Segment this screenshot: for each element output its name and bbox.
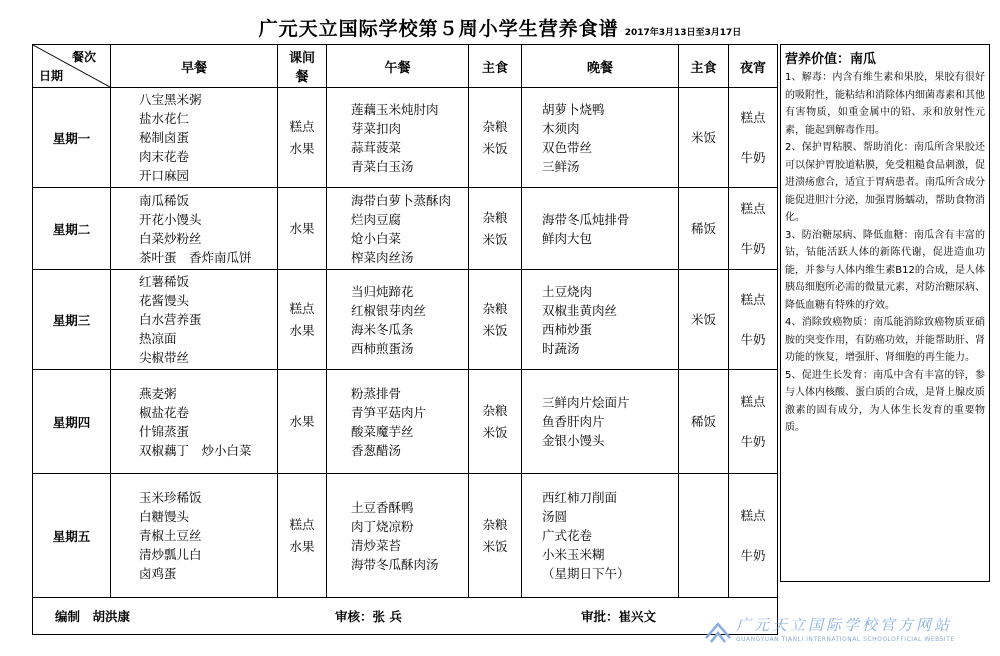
nutrition-title: 营养价值：南瓜 — [785, 52, 877, 67]
menu-item: 芽菜扣肉 — [351, 120, 402, 136]
menu-item: 米饭 — [690, 129, 716, 145]
menu-item: 糕点 — [289, 516, 315, 532]
breakfast-cell — [111, 474, 278, 598]
menu-item: 水果 — [289, 538, 315, 554]
nutrition-paragraph: 5、促进生长发育：南瓜中含有丰富的锌，参与人体内核酸、蛋白质的合成，是肾上腺皮质激素的固有成分，为人体生长发育的重要物质。 — [785, 369, 985, 433]
night-cell — [729, 88, 778, 188]
corner-date-label: 日期 — [39, 69, 64, 83]
staple-cell — [469, 474, 522, 598]
snack-cell — [278, 270, 327, 370]
menu-item: 香葱醋汤 — [351, 442, 402, 458]
menu-item: 鲜肉大包 — [542, 230, 593, 246]
menu-item: 清炒菜苔 — [351, 537, 402, 553]
menu-item: 花酱馒头 — [139, 293, 190, 308]
day-label: 星期三 — [33, 270, 111, 370]
nutrition-paragraph: 2、保护胃粘膜、帮助消化：南瓜所含果胶还可以保护胃胶道粘膜，免受粗糙食品刺激，促进溃疡愈合，适宜于胃病患者。南瓜所含成分能促进胆汁分泌，加强胃肠蠕动，帮助食物消化。 — [785, 142, 985, 223]
menu-item: 青椒土豆丝 — [139, 528, 202, 543]
menu-item: 盐水花仁 — [139, 111, 190, 126]
staple-cell — [469, 188, 522, 270]
menu-item: 热凉面 — [139, 331, 177, 346]
col-dinner: 晚餐 — [522, 45, 679, 88]
menu-item: 糕点 — [740, 200, 766, 216]
menu-item: 土豆烧肉 — [542, 283, 593, 299]
menu-item: 海带冬瓜酥肉汤 — [351, 556, 439, 572]
menu-item: 汤圆 — [542, 509, 568, 524]
menu-item: 牛奶 — [740, 433, 766, 449]
menu-item: 金银小馒头 — [542, 433, 605, 448]
col-staple2: 主食 — [679, 45, 729, 88]
menu-item: 牛奶 — [740, 240, 766, 256]
corner-header — [33, 45, 111, 88]
dinner-cell — [522, 474, 679, 598]
menu-item: 稀饭 — [690, 220, 716, 236]
menu-item: 炝小白菜 — [351, 230, 402, 246]
col-staple: 主食 — [469, 45, 522, 88]
menu-item: 糕点 — [740, 109, 766, 125]
menu-item: 莲藕玉米炖肘肉 — [351, 101, 439, 117]
menu-item: 水果 — [289, 140, 315, 156]
day-label: 星期二 — [33, 188, 111, 270]
nutrition-paragraph: 4、消除致癌物质：南瓜能消除致癌物质亚硝胺的突变作用，有防癌功效，并能帮助肝、肾功能的恢复，增强肝、肾细胞的再生能力。 — [785, 317, 985, 363]
menu-item: 小米玉米糊 — [542, 547, 605, 562]
breakfast-cell — [111, 270, 278, 370]
staple2-cell — [679, 270, 729, 370]
menu-item: 红薯稀饭 — [139, 274, 190, 289]
menu-item: 玉米珍稀饭 — [139, 490, 202, 505]
night-cell — [729, 474, 778, 598]
menu-item: 青菜白玉汤 — [351, 158, 414, 174]
menu-item: 米饭 — [482, 322, 508, 338]
staple2-cell — [679, 188, 729, 270]
dinner-cell — [522, 88, 679, 188]
menu-item: 肉丁烧凉粉 — [351, 518, 414, 534]
col-night: 夜宵 — [729, 45, 778, 88]
menu-item: （星期日下午） — [542, 566, 630, 581]
menu-item: 西柿炒蛋 — [542, 321, 593, 337]
lunch-cell — [327, 188, 469, 270]
breakfast-cell — [111, 188, 278, 270]
menu-item: 米饭 — [482, 231, 508, 247]
watermark-text: 广元天立国际学校官方网站 — [736, 616, 953, 634]
night-cell — [729, 370, 778, 474]
breakfast-cell — [111, 88, 278, 188]
menu-item: 米饭 — [482, 538, 508, 554]
dinner-cell — [522, 370, 679, 474]
menu-item: 水果 — [289, 220, 315, 236]
nutrition-paragraph: 3、防治糖尿病、降低血糖：南瓜含有丰富的钴，钴能活跃人体的新陈代谢，促进造血功能，并参与人体内维生素B12的合成，是人体胰岛细胞所必需的微量元素，对防治糖尿病、降低血糖有特殊的疗效。 — [785, 229, 985, 311]
menu-item: 白菜炒粉丝 — [139, 230, 202, 246]
menu-item: 杂粮 — [482, 118, 508, 134]
staple2-cell — [679, 370, 729, 474]
snack-cell — [278, 88, 327, 188]
menu-item: 牛奶 — [740, 331, 766, 347]
menu-item: 蒜茸菠菜 — [351, 139, 402, 155]
night-cell — [729, 270, 778, 370]
date-range: 2017年3月13日至3月17日 — [624, 28, 742, 38]
menu-item: 土豆香酥鸭 — [351, 499, 414, 515]
menu-table — [32, 44, 778, 635]
menu-item: 开口麻园 — [139, 168, 190, 183]
menu-item: 燕麦粥 — [139, 385, 177, 401]
menu-item: 白糖馒头 — [139, 509, 190, 524]
menu-item: 鱼香肝肉片 — [542, 414, 605, 429]
reviewer-label: 审核：张 兵 — [335, 609, 402, 624]
menu-item: 当归炖蹄花 — [351, 283, 414, 299]
menu-item: 三鲜肉片烩面片 — [542, 395, 630, 410]
day-row — [33, 88, 778, 188]
school-logo-icon — [704, 618, 732, 646]
menu-item: 西柿煎蛋汤 — [351, 340, 414, 356]
footer-cell — [33, 598, 778, 635]
menu-item: 牛奶 — [740, 547, 766, 563]
menu-item: 海带冬瓜炖排骨 — [542, 211, 630, 227]
lunch-cell — [327, 370, 469, 474]
nutrition-panel — [780, 44, 990, 582]
col-lunch: 午餐 — [327, 45, 469, 88]
menu-item: 秘制卤蛋 — [139, 130, 190, 145]
staple-cell — [469, 88, 522, 188]
col-snack — [278, 45, 327, 88]
day-row — [33, 188, 778, 270]
menu-item: 青笋平菇肉片 — [351, 404, 427, 420]
menu-item: 木须肉 — [542, 120, 580, 136]
watermark — [700, 612, 995, 652]
menu-item: 酸菜魔芋丝 — [351, 423, 414, 439]
snack-cell — [278, 474, 327, 598]
menu-item: 水果 — [289, 322, 315, 338]
breakfast-cell — [111, 370, 278, 474]
snack-cell — [278, 188, 327, 270]
menu-item: 尖椒带丝 — [139, 350, 190, 365]
menu-item: 开花小馒头 — [139, 211, 202, 227]
menu-item: 牛奶 — [740, 149, 766, 165]
page-title: 广元天立国际学校第５周小学生营养食谱 — [258, 18, 619, 40]
day-label: 星期四 — [33, 370, 111, 474]
menu-item: 烂肉豆腐 — [351, 211, 402, 227]
menu-item: 西红柿刀削面 — [542, 490, 618, 505]
day-row — [33, 474, 778, 598]
menu-item: 三鲜汤 — [542, 158, 580, 174]
lunch-cell — [327, 270, 469, 370]
menu-item: 双椒韭黄肉丝 — [542, 302, 618, 318]
menu-item: 肉末花卷 — [139, 149, 190, 164]
menu-item: 红椒银芽肉丝 — [351, 302, 427, 318]
menu-item: 八宝黑米粥 — [139, 92, 202, 107]
menu-item: 杂粮 — [482, 402, 508, 418]
menu-item: 糕点 — [289, 300, 315, 316]
menu-item: 海米冬瓜条 — [351, 321, 414, 337]
menu-item: 南瓜稀饭 — [139, 192, 190, 208]
menu-item: 糕点 — [289, 118, 315, 134]
staple2-cell — [679, 474, 729, 598]
col-snack-line1: 课间 — [288, 51, 315, 66]
night-cell — [729, 188, 778, 270]
menu-item: 白水营养蛋 — [139, 312, 202, 327]
menu-item: 糕点 — [740, 507, 766, 523]
menu-item: 双色带丝 — [542, 139, 593, 155]
approver-label: 审批：崔兴文 — [581, 609, 657, 624]
staple2-cell — [679, 88, 729, 188]
staple-cell — [469, 370, 522, 474]
col-breakfast: 早餐 — [111, 45, 278, 88]
menu-item: 杂粮 — [482, 516, 508, 532]
menu-item: 椒盐花卷 — [139, 404, 190, 420]
lunch-cell — [327, 88, 469, 188]
menu-item: 水果 — [289, 413, 315, 429]
menu-item: 榨菜肉丝汤 — [351, 249, 414, 265]
snack-cell — [278, 370, 327, 474]
day-row — [33, 370, 778, 474]
day-row — [33, 270, 778, 370]
menu-item: 广式花卷 — [542, 528, 593, 543]
nutrition-paragraph: 1、解毒：内含有维生素和果胶，果胶有很好的吸附性，能粘结和消除体内细菌毒素和其他有害物质，如重金属中的铅、汞和放射性元素，能起到解毒作用。 — [785, 72, 985, 136]
menu-item: 杂粮 — [482, 300, 508, 316]
menu-item: 时蔬汤 — [542, 340, 580, 356]
menu-item: 稀饭 — [690, 413, 716, 429]
corner-meal-label: 餐次 — [71, 50, 96, 64]
menu-item: 米饭 — [690, 311, 716, 327]
dinner-cell — [522, 188, 679, 270]
menu-item: 海带白萝卜蒸酥肉 — [351, 192, 452, 208]
dinner-cell — [522, 270, 679, 370]
header-row — [33, 45, 778, 88]
menu-item: 糕点 — [740, 291, 766, 307]
staple-cell — [469, 270, 522, 370]
menu-item: 米饭 — [482, 424, 508, 440]
menu-item: 什锦蒸蛋 — [139, 423, 190, 439]
menu-item: 茶叶蛋 香炸南瓜饼 — [139, 249, 252, 265]
menu-item: 双椒藕丁 炒小白菜 — [139, 442, 252, 458]
menu-item: 糕点 — [740, 393, 766, 409]
menu-item: 卤鸡蛋 — [139, 566, 177, 581]
menu-item: 粉蒸排骨 — [351, 385, 402, 401]
editor-label: 编制 胡洪康 — [55, 609, 131, 624]
menu-item: 杂粮 — [482, 209, 508, 225]
footer-row — [33, 598, 778, 635]
menu-item: 胡萝卜烧鸭 — [542, 101, 605, 117]
page-header — [0, 14, 1000, 41]
menu-item: 米饭 — [482, 140, 508, 156]
day-label: 星期一 — [33, 88, 111, 188]
day-label: 星期五 — [33, 474, 111, 598]
lunch-cell — [327, 474, 469, 598]
watermark-subtext: GUANGYUAN TIANLI INTERNATIONAL SCHOOLOFFICIAL WEBSITE — [736, 636, 955, 643]
col-snack-line2: 餐 — [295, 70, 309, 85]
menu-item: 清炒瓢儿白 — [139, 547, 202, 562]
